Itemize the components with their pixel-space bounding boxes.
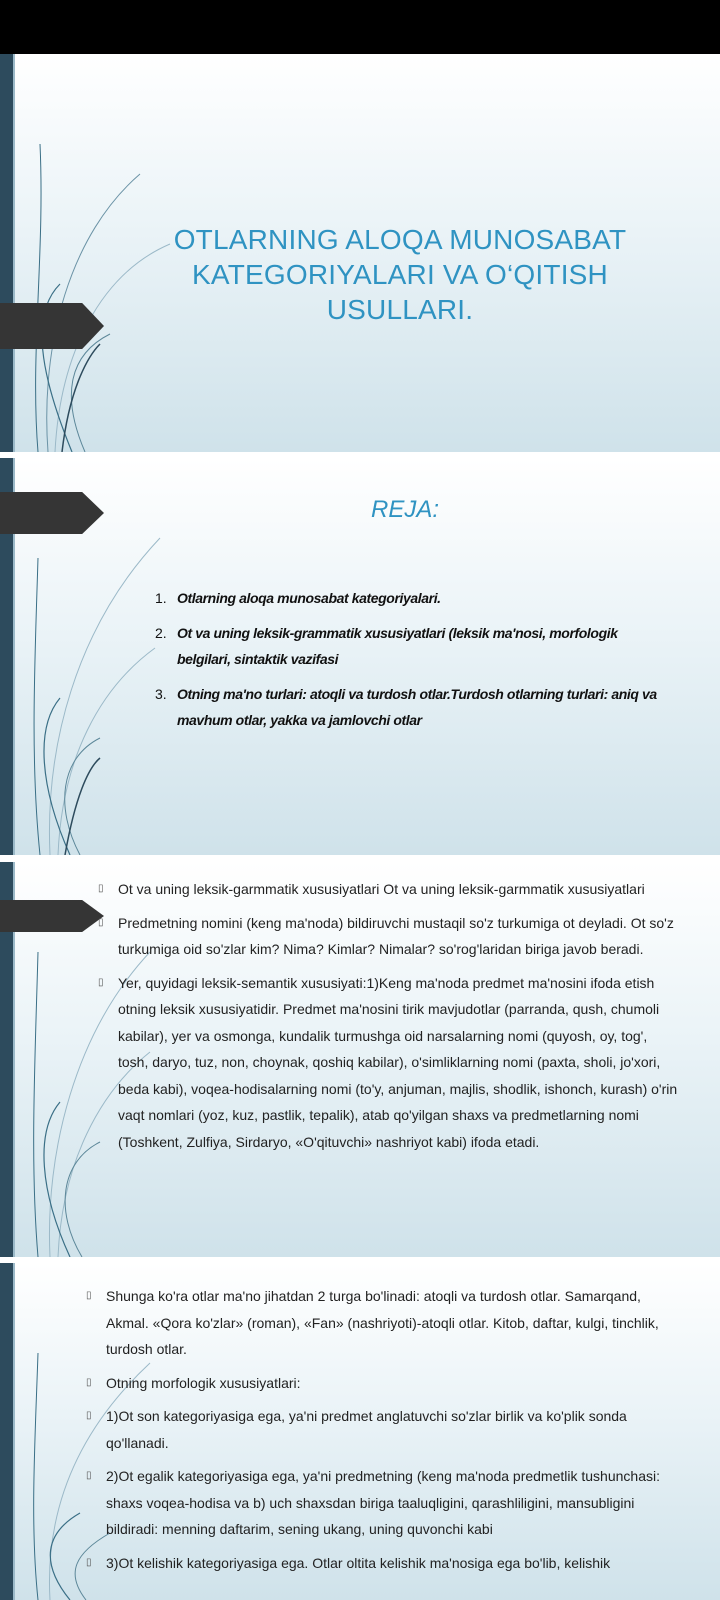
bullet-text: Ot va uning leksik-garmmatik xususiyatlari Ot va uning leksik-garmmatik xususiyatlari xyxy=(118,881,645,897)
plan-item xyxy=(155,585,665,611)
arrow-marker-icon xyxy=(0,900,104,932)
slide-title xyxy=(0,54,720,452)
plan-heading: REJA: xyxy=(370,496,439,523)
plan-item xyxy=(155,620,665,672)
bullet-text: Yer, quyidagi leksik-semantik xususiyati:1)Keng ma'noda predmet ma'nosini ifoda etish otning leksik xususiyatidir. Predmet ma'nosini tirik mavjudotlar (parranda, qush, chumoli kabilar), yer va osmonga, kundalik turmushga oid narsalarning nomi (quyosh, oy, tog', tosh, daryo, tuz, non, choynak, qoshiq kabilar), o'simliklarning nomi (paxta, sholi, jo'xori, beda kabi), voqea-hodisalarning nomi (to'y, anjuman, majlis, shodlik, ishonch, kurash) o'rin vaqt nomlari (yoz, kuz, pastlik, tepalik), atab qo'yilgan shaxs va predmetlarning nomi (Toshkent, Zulfiya, Sirdaryo, «O'qituvchi» nashriyot kabi) ifoda etadi. xyxy=(118,974,678,1150)
slide-title-text: OTLARNING ALOQA MUNOSABAT KATEGORIYALARI VA O‘QITISH USULLARI. xyxy=(173,224,627,325)
bullet-icon: ▯ xyxy=(86,1556,92,1568)
plan-item-text: Otning ma'no turlari: atoqli va turdosh otlar.Turdosh otlarning turlari: aniq va mavhum otlar, yakka va jamlovchi otlar xyxy=(177,686,657,728)
bullet-item xyxy=(86,1550,686,1577)
bullet-item xyxy=(86,1370,686,1397)
bullet-item xyxy=(86,1463,686,1543)
slide-content-1 xyxy=(0,862,720,1257)
bullet-item xyxy=(98,910,678,963)
bullet-icon: ▯ xyxy=(98,916,104,928)
slide-edge-line xyxy=(13,54,15,452)
bullet-icon: ▯ xyxy=(98,883,104,894)
plan-list xyxy=(155,585,665,742)
bullet-text: 2)Ot egalik kategoriyasiga ega, ya'ni predmetning (keng ma'noda predmetlik tushunchasi: shaxs voqea-hodisa va b) uch shaxsdan biriga taaluqligini, qarashliligini, mansubligini bildiradi: menning daftarim, sening ukang, uning quvonchi kabi xyxy=(106,1468,660,1537)
bullet-icon: ▯ xyxy=(86,1410,92,1421)
slide-edge-bar xyxy=(0,1263,13,1600)
arrow-marker-icon xyxy=(0,303,104,349)
plan-item-number: 1. xyxy=(155,590,167,606)
bullet-text: Otning morfologik xususiyatlari: xyxy=(106,1374,301,1391)
bullet-item xyxy=(86,1403,686,1456)
slide-plan xyxy=(0,458,720,855)
bullet-icon: ▯ xyxy=(86,1470,92,1481)
bullet-item xyxy=(86,1283,686,1363)
bullet-icon: ▯ xyxy=(98,976,104,988)
bullet-icon: ▯ xyxy=(86,1290,92,1301)
plan-item xyxy=(155,681,665,733)
status-bar xyxy=(0,0,720,54)
bullet-list xyxy=(86,1283,686,1583)
bullet-icon: ▯ xyxy=(86,1376,92,1388)
slide-edge-line xyxy=(13,1263,15,1600)
slide-content-2 xyxy=(0,1263,720,1600)
plan-item-number: 3. xyxy=(155,686,167,702)
bullet-text: 3)Ot kelishik kategoriyasiga ega. Otlar oltita kelishik ma'nosiga ega bo'lib, kelishik xyxy=(106,1554,611,1571)
slide-edge-bar xyxy=(0,54,13,452)
plan-item-text: Otlarning aloqa munosabat kategoriyalari. xyxy=(177,590,441,606)
bullet-text: Shunga ko'ra otlar ma'no jihatdan 2 turga bo'linadi: atoqli va turdosh otlar. Samarqand, Akmal. «Qora ko'zlar» (roman), «Fan» (nashriyoti)-atoqli otlar. Kitob, daftar, kulgi, tinchlik, turdosh otlar. xyxy=(106,1288,659,1357)
plan-item-text: Ot va uning leksik-grammatik xususiyatlari (leksik ma'nosi, morfologik belgilari, sintaktik vazifasi xyxy=(177,625,618,667)
plan-item-number: 2. xyxy=(155,625,167,641)
bullet-text: Predmetning nomini (keng ma'noda) bildiruvchi mustaqil so'z turkumiga ot deyladi. Ot so'z turkumiga oid so'zlar kim? Nima? Kimlar? Nimalar? so'rog'laridan biriga javob beradi. xyxy=(118,914,674,957)
bullet-item xyxy=(98,876,678,903)
bullet-text: 1)Ot son kategoriyasiga ega, ya'ni predmet anglatuvchi so'zlar birlik va ko'plik sonda qo'llanadi. xyxy=(106,1408,627,1451)
bullet-item xyxy=(98,970,678,1156)
bullet-list xyxy=(98,876,678,1162)
